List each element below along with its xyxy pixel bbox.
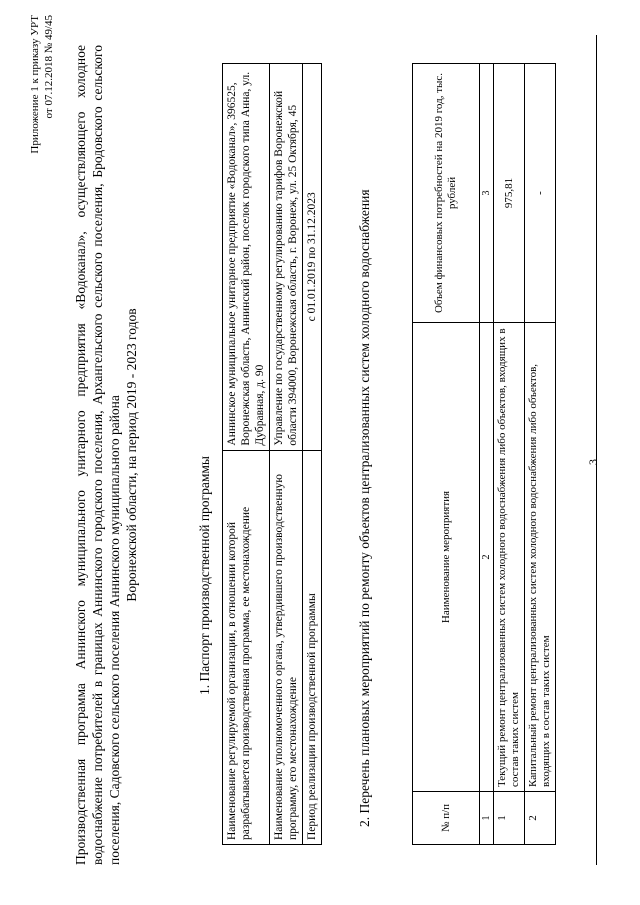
passport-value: Управление по государственному регулированию тарифов Воронежской области 394000, Воронежская область, г. Воронеж, ул. 25 Октября, 45	[270, 64, 303, 451]
table-row	[223, 64, 270, 845]
passport-label: Наименование уполномоченного органа, утвердившего производственную программу, его местонахождение	[270, 450, 303, 844]
section-2-heading: 2. Перечень плановых мероприятий по ремонту объектов централизованных систем холодного водоснабжения	[357, 189, 372, 827]
header-name: Наименование мероприятия	[413, 323, 480, 792]
row-name: Текущий ремонт централизованных систем холодного водоснабжения либо объектов, входящих в состав таких систем	[494, 323, 525, 792]
passport-value: с 01.01.2019 по 31.12.2023	[303, 64, 322, 451]
table-row	[270, 64, 303, 845]
document-title-last-line: Воронежской области, на период 2019 - 2023 годов	[124, 308, 139, 602]
header-num: № п/п	[413, 792, 480, 845]
measures-table	[412, 63, 556, 845]
appendix-line-2: от 07.12.2018 № 49/45	[43, 15, 55, 119]
passport-table	[222, 63, 322, 845]
passport-label: Наименование регулируемой организации, в отношении которой разрабатывается производственная программа, ее местонахождение	[223, 450, 270, 844]
passport-label: Период реализации производственной программы	[303, 450, 322, 844]
header-value: Объем финансовых потребностей на 2019 год, тыс. рублей	[413, 64, 480, 323]
appendix-note	[28, 15, 56, 265]
document-title	[72, 45, 140, 865]
table-header-row	[413, 64, 480, 845]
index-cell: 2	[480, 323, 494, 792]
row-name: Капитальный ремонт централизованных систем холодного водоснабжения либо объектов, входящих в состав таких систем	[525, 323, 556, 792]
index-cell: 1	[480, 792, 494, 845]
document-title-body: Производственная программа Аннинского муниципального унитарного предприятия «Водоканал», осуществляющего холодное водоснабжение потребителей в границах Аннинского городского поселения, Архангельского сельского поселения, Бродовского сельского поселения, Садовского сельского поселения Аннинского муниципального района	[73, 45, 122, 865]
index-row	[480, 64, 494, 845]
passport-value: Аннинское муниципальное унитарное предприятие «Водоканал», 396525, Воронежская область, Аннинский район, поселок городского типа Анна, ул. Дубравная, д. 90	[223, 64, 270, 451]
page-number: 3	[586, 459, 600, 465]
row-value: 975,81	[494, 64, 525, 323]
table-row	[525, 64, 556, 845]
row-num: 1	[494, 792, 525, 845]
table-row	[303, 64, 322, 845]
table-row	[494, 64, 525, 845]
appendix-line-1: Приложение 1 к приказу УРТ	[29, 15, 41, 154]
row-value: -	[525, 64, 556, 323]
bottom-divider	[596, 35, 597, 865]
index-cell: 3	[480, 64, 494, 323]
row-num: 2	[525, 792, 556, 845]
section-1-heading: 1. Паспорт производственной программы	[197, 456, 212, 695]
